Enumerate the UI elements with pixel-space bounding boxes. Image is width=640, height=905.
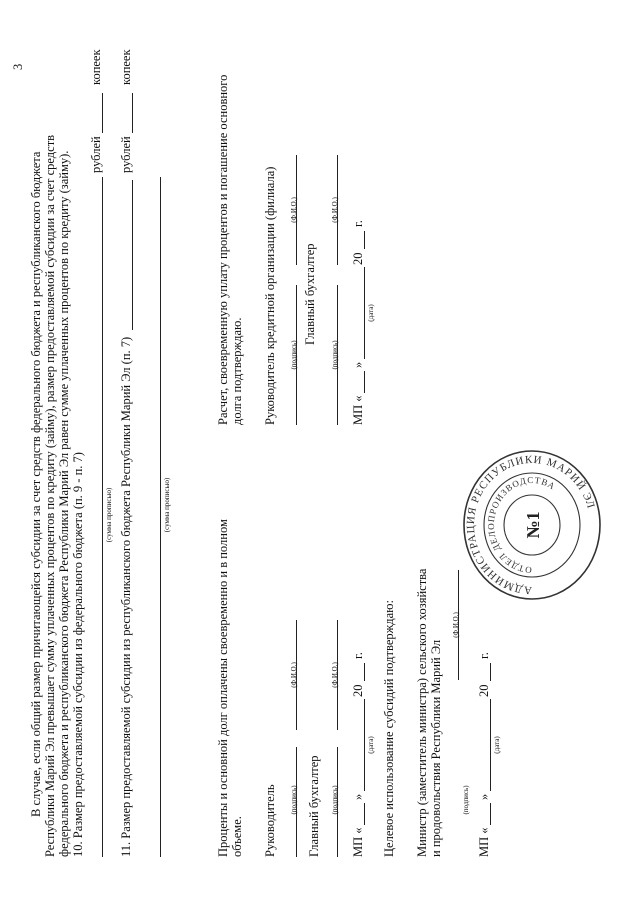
left-target-label: Целевое использование субсидий подтверждаю: <box>382 600 396 857</box>
right-acc-fio-caption: (Ф.И.О.) <box>331 197 339 223</box>
left-quote-close-2: » <box>477 793 491 800</box>
stamp-outer-text: АДМИНИСТРАЦИЯ РЕСПУБЛИКИ МАРИЙ ЭЛ <box>464 453 597 597</box>
item-11-caption: (сумма прописью) <box>163 477 171 533</box>
left-year: 20 <box>351 684 365 697</box>
intro-line-1: В случае, если общий размер причитающейся субсидии за счет средств федерального бюджета и республиканского бюджета <box>29 151 43 817</box>
left-min-sign-caption: (подпись) <box>462 785 470 815</box>
left-head-sign-caption: (подпись) <box>290 785 298 815</box>
item-11-amount-line <box>132 180 133 330</box>
left-head-fio-caption: (Ф.И.О.) <box>290 662 298 688</box>
right-head-label: Руководитель кредитной организации (филиала) <box>263 166 277 425</box>
left-g: г. <box>351 652 365 659</box>
left-quote-close: » <box>351 793 365 800</box>
left-mp-2: МП « <box>477 827 491 857</box>
left-para-2: объеме. <box>230 816 244 857</box>
intro-line-2: Республики Марий Эл превышает сумму уплаченных процентов по кредиту (займу), размер предоставляемой субсидии за счет средств <box>43 134 57 857</box>
page-number: 3 <box>11 63 25 70</box>
item-10-kop-line <box>102 93 103 133</box>
right-year-line <box>364 231 365 249</box>
right-para-2: долга подтверждаю. <box>230 317 244 425</box>
left-acc-fio-caption: (Ф.И.О.) <box>331 662 339 688</box>
left-year-line <box>364 663 365 681</box>
item-10-amount-line <box>102 177 103 857</box>
left-accountant-label: Главный бухгалтер <box>307 755 321 857</box>
right-month-line <box>364 267 365 359</box>
right-mp: МП « <box>351 395 365 425</box>
left-month-line-2 <box>490 699 491 791</box>
item-10-label: 10. Размер предоставляемой субсидии из федерального бюджета (п. 9 - п. 7) <box>71 452 85 857</box>
intro-line-3: федерального бюджета и республиканского бюджета Республики Марий Эл равен сумме уплаченных процентов по кредиту (займу). <box>57 150 71 857</box>
right-date-caption: (дата) <box>367 304 375 322</box>
left-min-fio-caption: (Ф.И.О.) <box>452 612 460 638</box>
left-head-label: Руководитель <box>263 784 277 857</box>
right-year: 20 <box>351 252 365 265</box>
item-11-label: 11. Размер предоставляемой субсидии из республиканского бюджета Республики Марий Эл (п. 7) <box>119 336 133 857</box>
right-day-line <box>364 371 365 393</box>
item-11-rub: рублей <box>119 136 133 173</box>
left-g-2: г. <box>477 652 491 659</box>
left-acc-sign-caption: (подпись) <box>331 785 339 815</box>
stamp-number: №1 <box>523 511 543 539</box>
item-10-caption: (сумма прописью) <box>105 487 113 543</box>
left-minister-2: и продовольствия Республики Марий Эл <box>429 639 443 857</box>
right-acc-sign-caption: (подпись) <box>331 340 339 370</box>
right-para-1: Расчет, своевременную уплату процентов и погашение основного <box>216 74 230 425</box>
left-mp: МП « <box>351 827 365 857</box>
left-day-line-2 <box>490 803 491 825</box>
item-10-rub: рублей <box>89 136 103 173</box>
item-11-amount-line-2 <box>160 177 161 857</box>
item-11-kop-line <box>132 93 133 133</box>
item-10-kop: копеек <box>89 49 103 85</box>
left-date-caption-2: (дата) <box>493 736 501 754</box>
left-date-caption: (дата) <box>367 736 375 754</box>
left-year-2: 20 <box>477 684 491 697</box>
left-minister-1: Министр (заместитель министра) сельского хозяйства <box>415 568 429 857</box>
right-head-sign-caption: (подпись) <box>290 340 298 370</box>
left-month-line <box>364 699 365 791</box>
right-accountant-label: Главный бухгалтер <box>303 243 317 345</box>
right-g: г. <box>351 220 365 227</box>
left-para-1: Проценты и основной долг оплачены своевременно и в полном <box>216 519 230 857</box>
right-quote-close: » <box>351 361 365 368</box>
organization-stamp <box>462 445 602 605</box>
item-11-kop: копеек <box>119 49 133 85</box>
left-year-line-2 <box>490 663 491 681</box>
stamp-inner-text: ОТДЕЛ ДЕЛОПРОИЗВОДСТВА <box>485 474 558 576</box>
right-head-fio-caption: (Ф.И.О.) <box>290 197 298 223</box>
left-day-line <box>364 803 365 825</box>
